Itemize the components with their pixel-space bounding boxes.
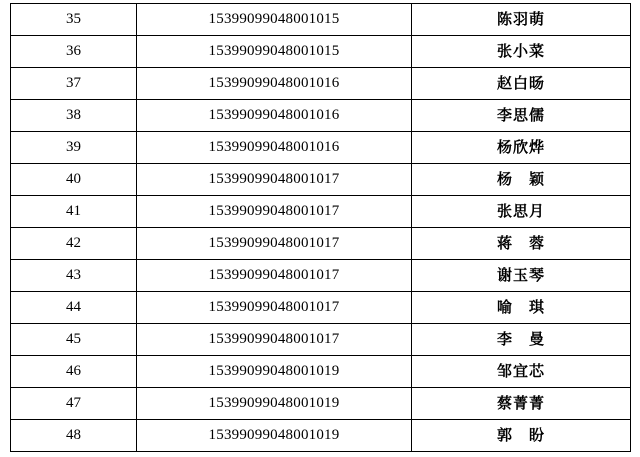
- row-index: 45: [11, 324, 137, 356]
- row-name: 杨欣烨: [412, 132, 631, 164]
- table-row: [11, 100, 631, 132]
- row-exam-id: 15399099048001017: [137, 164, 412, 196]
- row-index: 38: [11, 100, 137, 132]
- row-name: 喻 琪: [412, 292, 631, 324]
- row-index: 36: [11, 36, 137, 68]
- row-index: 41: [11, 196, 137, 228]
- row-exam-id: 15399099048001019: [137, 420, 412, 452]
- table-row: [11, 36, 631, 68]
- table-row: [11, 4, 631, 36]
- row-index: 43: [11, 260, 137, 292]
- row-name: 李思儒: [412, 100, 631, 132]
- row-index: 39: [11, 132, 137, 164]
- row-index: 35: [11, 4, 137, 36]
- row-exam-id: 15399099048001015: [137, 36, 412, 68]
- table-row: [11, 260, 631, 292]
- roster-table: [10, 3, 631, 452]
- row-exam-id: 15399099048001015: [137, 4, 412, 36]
- row-index: 37: [11, 68, 137, 100]
- row-name: 陈羽萌: [412, 4, 631, 36]
- table-row: [11, 324, 631, 356]
- roster-table-body: [11, 4, 631, 452]
- row-exam-id: 15399099048001017: [137, 292, 412, 324]
- row-name: 张小菜: [412, 36, 631, 68]
- table-row: [11, 132, 631, 164]
- table-row: [11, 292, 631, 324]
- table-row: [11, 356, 631, 388]
- row-name: 杨 颖: [412, 164, 631, 196]
- table-row: [11, 68, 631, 100]
- row-name: 邹宜芯: [412, 356, 631, 388]
- row-exam-id: 15399099048001016: [137, 132, 412, 164]
- table-row: [11, 388, 631, 420]
- row-index: 44: [11, 292, 137, 324]
- row-name: 蒋 蓉: [412, 228, 631, 260]
- row-name: 蔡菁菁: [412, 388, 631, 420]
- row-exam-id: 15399099048001016: [137, 68, 412, 100]
- row-index: 48: [11, 420, 137, 452]
- row-exam-id: 15399099048001017: [137, 260, 412, 292]
- row-name: 赵白旸: [412, 68, 631, 100]
- row-index: 46: [11, 356, 137, 388]
- row-name: 郭 盼: [412, 420, 631, 452]
- row-name: 张思月: [412, 196, 631, 228]
- row-exam-id: 15399099048001019: [137, 356, 412, 388]
- row-index: 40: [11, 164, 137, 196]
- table-row: [11, 164, 631, 196]
- row-exam-id: 15399099048001017: [137, 228, 412, 260]
- table-row: [11, 196, 631, 228]
- table-row: [11, 420, 631, 452]
- row-exam-id: 15399099048001017: [137, 324, 412, 356]
- table-row: [11, 228, 631, 260]
- row-index: 42: [11, 228, 137, 260]
- row-exam-id: 15399099048001019: [137, 388, 412, 420]
- row-name: 谢玉琴: [412, 260, 631, 292]
- row-index: 47: [11, 388, 137, 420]
- row-exam-id: 15399099048001016: [137, 100, 412, 132]
- row-exam-id: 15399099048001017: [137, 196, 412, 228]
- row-name: 李 曼: [412, 324, 631, 356]
